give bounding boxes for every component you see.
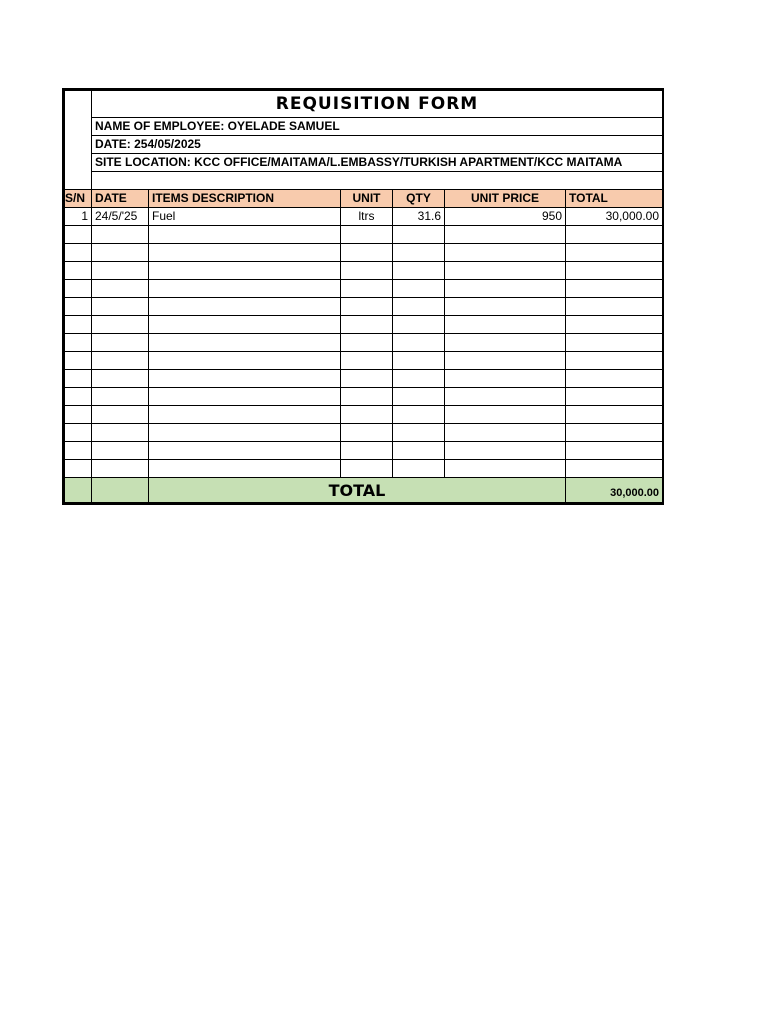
empty-cell — [393, 280, 445, 298]
requisition-table — [64, 90, 663, 503]
header-qty: QTY — [393, 190, 445, 208]
total-amount: 30,000.00 — [566, 478, 663, 503]
empty-cell — [566, 370, 663, 388]
empty-cell — [393, 388, 445, 406]
empty-cell — [393, 424, 445, 442]
empty-cell — [92, 388, 149, 406]
empty-cell — [65, 316, 92, 334]
date-line: DATE: 254/05/2025 — [92, 136, 663, 154]
empty-cell — [393, 334, 445, 352]
empty-table-row — [65, 370, 663, 388]
empty-cell — [92, 352, 149, 370]
empty-cell — [149, 226, 341, 244]
empty-cell — [566, 244, 663, 262]
empty-cell — [149, 406, 341, 424]
empty-table-row — [65, 262, 663, 280]
empty-table-row — [65, 442, 663, 460]
empty-cell — [445, 334, 566, 352]
empty-cell — [65, 244, 92, 262]
empty-cell — [149, 244, 341, 262]
empty-table-row — [65, 280, 663, 298]
empty-table-row — [65, 298, 663, 316]
empty-cell — [566, 352, 663, 370]
empty-cell — [341, 406, 393, 424]
header-unit: UNIT — [341, 190, 393, 208]
empty-cell — [566, 316, 663, 334]
empty-cell — [566, 298, 663, 316]
empty-cell — [566, 280, 663, 298]
empty-table-row — [65, 316, 663, 334]
empty-cell — [149, 262, 341, 280]
empty-table-row — [65, 226, 663, 244]
empty-cell — [65, 280, 92, 298]
empty-cell — [393, 460, 445, 478]
empty-cell — [445, 244, 566, 262]
empty-cell — [92, 262, 149, 280]
empty-cell — [341, 388, 393, 406]
total-blank-sn — [65, 478, 92, 503]
empty-table-row — [65, 334, 663, 352]
empty-cell — [65, 406, 92, 424]
empty-cell — [149, 334, 341, 352]
total-blank-date — [92, 478, 149, 503]
row-date: 24/5/'25 — [92, 208, 149, 226]
empty-cell — [393, 262, 445, 280]
empty-cell — [445, 352, 566, 370]
empty-cell — [92, 316, 149, 334]
empty-cell — [445, 298, 566, 316]
empty-cell — [445, 388, 566, 406]
empty-cell — [92, 244, 149, 262]
row-unit-price: 950 — [445, 208, 566, 226]
empty-cell — [393, 316, 445, 334]
empty-cell — [65, 262, 92, 280]
empty-cell — [149, 424, 341, 442]
header-total: TOTAL — [566, 190, 663, 208]
empty-table-row — [65, 460, 663, 478]
empty-cell — [92, 442, 149, 460]
form-title: REQUISITION FORM — [92, 91, 663, 118]
empty-cell — [149, 388, 341, 406]
row-description: Fuel — [149, 208, 341, 226]
header-date: DATE — [92, 190, 149, 208]
empty-cell — [149, 280, 341, 298]
empty-cell — [445, 226, 566, 244]
employee-name-line: NAME OF EMPLOYEE: OYELADE SAMUEL — [92, 118, 663, 136]
empty-cell — [65, 424, 92, 442]
empty-cell — [445, 424, 566, 442]
empty-cell — [566, 262, 663, 280]
empty-cell — [149, 442, 341, 460]
empty-cell — [341, 226, 393, 244]
empty-cell — [341, 334, 393, 352]
empty-cell — [65, 298, 92, 316]
empty-cell — [445, 460, 566, 478]
empty-cell — [445, 442, 566, 460]
empty-cell — [341, 244, 393, 262]
empty-cell — [393, 226, 445, 244]
spacer-row — [92, 172, 663, 190]
empty-cell — [149, 298, 341, 316]
empty-cell — [445, 316, 566, 334]
empty-cell — [65, 388, 92, 406]
empty-cell — [92, 280, 149, 298]
table-header-row — [65, 190, 663, 208]
row-sn: 1 — [65, 208, 92, 226]
empty-cell — [149, 352, 341, 370]
empty-cell — [566, 424, 663, 442]
empty-cell — [65, 442, 92, 460]
empty-cell — [341, 280, 393, 298]
empty-cell — [92, 424, 149, 442]
empty-cell — [393, 406, 445, 424]
header-description: ITEMS DESCRIPTION — [149, 190, 341, 208]
empty-table-row — [65, 388, 663, 406]
left-margin-cell — [65, 91, 92, 190]
empty-cell — [341, 352, 393, 370]
table-row — [65, 208, 663, 226]
total-label: TOTAL — [149, 478, 566, 503]
empty-cell — [566, 442, 663, 460]
empty-cell — [393, 370, 445, 388]
row-qty: 31.6 — [393, 208, 445, 226]
empty-cell — [445, 406, 566, 424]
empty-cell — [65, 226, 92, 244]
empty-rows — [65, 226, 663, 478]
empty-cell — [92, 226, 149, 244]
empty-cell — [65, 334, 92, 352]
empty-cell — [341, 262, 393, 280]
empty-cell — [149, 370, 341, 388]
empty-cell — [393, 298, 445, 316]
empty-table-row — [65, 424, 663, 442]
empty-cell — [393, 352, 445, 370]
requisition-form-sheet — [62, 88, 664, 505]
empty-cell — [65, 460, 92, 478]
empty-cell — [92, 406, 149, 424]
header-unit-price: UNIT PRICE — [445, 190, 566, 208]
empty-cell — [566, 388, 663, 406]
header-sn: S/N — [65, 190, 92, 208]
empty-cell — [92, 298, 149, 316]
empty-cell — [393, 442, 445, 460]
empty-cell — [445, 280, 566, 298]
empty-cell — [65, 370, 92, 388]
empty-cell — [566, 334, 663, 352]
empty-cell — [149, 460, 341, 478]
empty-cell — [341, 442, 393, 460]
empty-cell — [566, 460, 663, 478]
site-location-line: SITE LOCATION: KCC OFFICE/MAITAMA/L.EMBASSY/TURKISH APARTMENT/KCC MAITAMA — [92, 154, 663, 172]
row-unit: ltrs — [341, 208, 393, 226]
empty-cell — [445, 262, 566, 280]
empty-cell — [566, 226, 663, 244]
empty-cell — [341, 424, 393, 442]
empty-cell — [566, 406, 663, 424]
empty-cell — [92, 460, 149, 478]
total-row — [65, 478, 663, 503]
empty-table-row — [65, 352, 663, 370]
empty-cell — [92, 334, 149, 352]
empty-cell — [393, 244, 445, 262]
empty-cell — [341, 370, 393, 388]
empty-cell — [341, 298, 393, 316]
empty-cell — [445, 370, 566, 388]
empty-table-row — [65, 406, 663, 424]
empty-table-row — [65, 244, 663, 262]
empty-cell — [341, 316, 393, 334]
empty-cell — [341, 460, 393, 478]
empty-cell — [92, 370, 149, 388]
empty-cell — [149, 316, 341, 334]
row-total: 30,000.00 — [566, 208, 663, 226]
empty-cell — [65, 352, 92, 370]
